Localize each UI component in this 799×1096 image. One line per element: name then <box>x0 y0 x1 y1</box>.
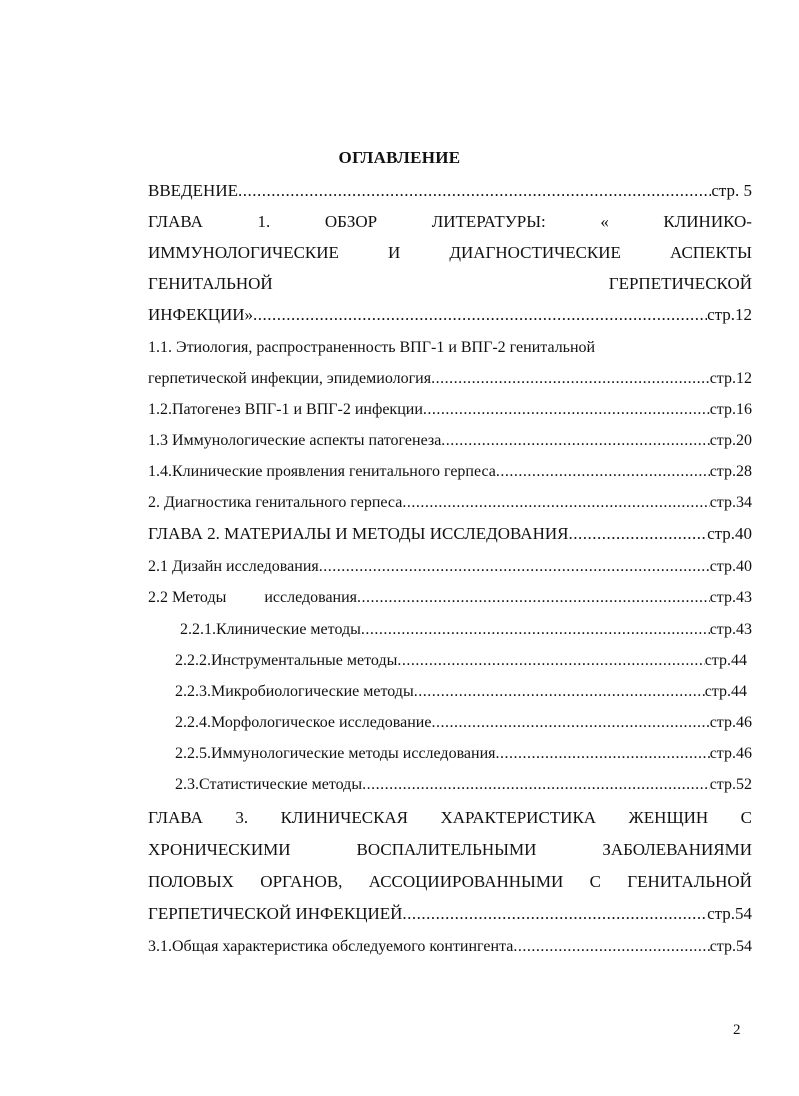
page-title: ОГЛАВЛЕНИЕ <box>338 148 461 167</box>
toc-chapter1-line3: ГЕНИТАЛЬНОЙ ГЕРПЕТИЧЕСКОЙ <box>148 274 752 293</box>
toc-entry-1-3: 1.3 Иммунологические аспекты патогенеза ..... стр.20 <box>148 429 752 453</box>
toc-chapter2: ГЛАВА 2. МАТЕРИАЛЫ И МЕТОДЫ ИССЛЕДОВАНИЯ ..... стр.40 <box>148 522 752 546</box>
toc-entry-2: 2. Диагностика генитального герпеса ..... стр.34 <box>148 491 752 515</box>
toc-chapter3-line4: ГЕРПЕТИЧЕСКОЙ ИНФЕКЦИЕЙ ..... стр.54 <box>148 902 752 926</box>
page-number: 2 <box>733 1022 741 1038</box>
toc-chapter1-line4: ИНФЕКЦИИ» ..... стр.12 <box>148 303 752 327</box>
toc-entry-1-1-line2: герпетической инфекции, эпидемиология ..... стр.12 <box>148 367 752 391</box>
toc-entry-1-2: 1.2.Патогенез ВПГ-1 и ВПГ-2 инфекции ..... стр.16 <box>148 398 752 422</box>
toc-entry-2-2-2: 2.2.2.Инструментальные методы ..... стр.44 <box>175 649 747 673</box>
toc-chapter3-line1: ГЛАВА 3. КЛИНИЧЕСКАЯ ХАРАКТЕРИСТИКА ЖЕНЩИН С <box>148 808 752 827</box>
toc-entry-2-2: 2.2 Методы исследования ..... стр.43 <box>148 586 752 610</box>
toc-entry-2-2-5: 2.2.5.Иммунологические методы исследования ..... стр.46 <box>175 742 752 766</box>
toc-entry-intro: ВВЕДЕНИЕ ..... стр. 5 <box>148 179 752 203</box>
toc-entry-3-1: 3.1.Общая характеристика обследуемого контингента ..... стр.54 <box>148 935 752 959</box>
toc-entry-2-2-4: 2.2.4.Морфологическое исследование ..... стр.46 <box>175 711 752 735</box>
toc-entry-1-4: 1.4.Клинические проявления генитального герпеса ..... стр.28 <box>148 460 752 484</box>
toc-chapter3-line3: ПОЛОВЫХ ОРГАНОВ, АССОЦИИРОВАННЫМИ С ГЕНИТАЛЬНОЙ <box>148 872 752 891</box>
toc-entry-1-1-line1: 1.1. Этиология, распространенность ВПГ-1 и ВПГ-2 генитальной <box>148 339 596 356</box>
toc-chapter3-line2: ХРОНИЧЕСКИМИ ВОСПАЛИТЕЛЬНЫМИ ЗАБОЛЕВАНИЯМИ <box>148 840 752 859</box>
toc-entry-2-2-1: 2.2.1.Клинические методы ..... стр.43 <box>180 618 752 642</box>
toc-chapter1-line2: ИММУНОЛОГИЧЕСКИЕ И ДИАГНОСТИЧЕСКИЕ АСПЕКТЫ <box>148 243 752 262</box>
toc-entry-2-2-3: 2.2.3.Микробиологические методы ..... стр.44 <box>175 680 747 704</box>
toc-chapter1-line1: ГЛАВА 1. ОБЗОР ЛИТЕРАТУРЫ: « КЛИНИКО- <box>148 212 752 231</box>
toc-entry-2-1: 2.1 Дизайн исследования ..... стр.40 <box>148 555 752 579</box>
toc-entry-2-3: 2.3.Статистические методы ..... стр.52 <box>175 773 752 797</box>
